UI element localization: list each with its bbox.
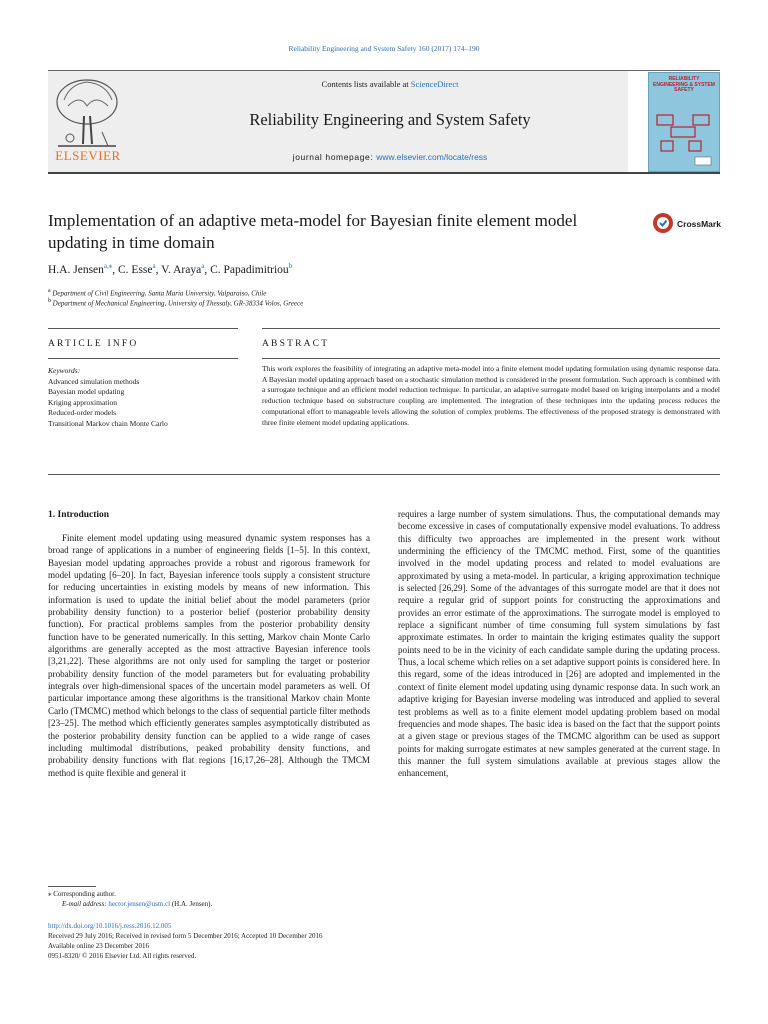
section-title: 1. Introduction: [48, 510, 110, 520]
email-suffix: (H.A. Jensen).: [170, 900, 213, 908]
article-info-heading: ARTICLE INFO: [48, 339, 139, 349]
author-sup[interactable]: b: [288, 262, 293, 270]
article-title: Implementation of an adaptive meta-model for Bayesian finite element model updating in time domain: [48, 211, 578, 252]
author-name[interactable]: C. Papadimitriou: [210, 263, 289, 276]
keyword-item: Kriging approximation: [48, 397, 117, 407]
elsevier-logo[interactable]: ELSEVIER: [55, 148, 121, 163]
contents-line: [200, 79, 580, 89]
affiliation: [48, 288, 266, 297]
crossmark-label[interactable]: CrossMark: [677, 219, 721, 229]
author-name[interactable]: H.A. Jensen: [48, 263, 104, 276]
email-label: E-mail address:: [62, 900, 109, 908]
body-column-left: [48, 532, 370, 779]
keyword-item: Bayesian model updating: [48, 387, 125, 397]
affiliation: [48, 298, 303, 307]
cover-diagram-icon: [649, 109, 719, 169]
homepage-label: journal homepage:: [292, 152, 377, 162]
contents-prefix: Contents lists available at: [321, 79, 411, 89]
header-rule: [48, 70, 720, 71]
elsevier-tree-logo-icon: [50, 76, 124, 150]
abstract-heading: ABSTRACT: [262, 339, 330, 349]
author-sup[interactable]: a,⁎: [103, 262, 113, 270]
article-info-rule: [48, 358, 238, 359]
author-sup[interactable]: a: [152, 262, 156, 270]
footnote-corresponding: ⁎ Corresponding author.: [48, 890, 116, 898]
author-name[interactable]: C. Esse: [118, 263, 153, 276]
body-column-right: [398, 508, 720, 780]
affiliation-text: Department of Civil Engineering, Santa Maria University, Valparaiso, Chile: [52, 289, 267, 298]
doi-link[interactable]: http://dx.doi.org/10.1016/j.ress.2016.12.005: [48, 922, 172, 930]
keyword-item: Reduced-order models: [48, 408, 117, 418]
keyword-item: Advanced simulation methods: [48, 376, 140, 386]
affiliation-sup: a: [48, 288, 51, 294]
footnote-email-line: [62, 900, 212, 908]
sciencedirect-link[interactable]: ScienceDirect: [410, 79, 459, 89]
crossmark-icon[interactable]: [652, 212, 674, 234]
journal-title: Reliability Engineering and System Safety: [249, 110, 531, 129]
body-paragraph: Finite element model updating using measured dynamic system responses has a broad range of applications in a number of engineering fields [1–5]. In this context, Bayesian model updating approaches provide a robust and rigorous framework for model updating [6–20]. In fact, Bayesian inference tools supply a consistent structure for reducing uncertainties in existing models by means of new information. This information is used to update the initial belief about the model parameters (prior probability density function) to a posterior belief (posterior probability density function). For practical problems samples from the posterior probability density function have to be generated numerically. In this setting, Markov chain Monte Carlo algorithms are generally accepted as the most attractive Bayesian inference tools [3,21,22]. These algorithms are not only used for sampling the target or posterior probability density function of the model parameters but for evaluating probability integrals over high-dimensional spaces of the uncertain model parameters as well. Of particular importance among these algorithms is the transitional Markov chain Monte Carlo (TMCMC) method which belongs to the class of sequential particle filter methods [23–25]. The method which efficiently generates samples asymptotically distributed as the posterior probability density function can be applied to a wide range of cases including multimodal distributions, peaked probability density functions, and probability density functions with flat regions [16,17,26–28]. Although the TMCM method is quite flexible and general it: [48, 533, 370, 778]
keyword-item: Transitional Markov chain Monte Carlo: [48, 418, 168, 428]
author-sup[interactable]: a: [201, 262, 205, 270]
abstract-rule: [262, 358, 720, 359]
footnote-rule: [48, 886, 96, 887]
abstract-text: This work explores the feasibility of integrating an adaptive meta-model into a finite element model updating formulation using dynamic response data. A Bayesian model updating approach based on a stochastic simulation method is considered in the present formulation. Such approach is combined with a surrogate technique and an efficient model reduction technique. In particular, an adaptive surrogate model based on kriging interpolants and a model reduction technique based on substructure coupling are implemented. The integration of these techniques into the updating process reduces the computational effort to manageable levels allowing the solution of complex problems. The effectiveness of the proposed strategy is demonstrated with three finite element model updating applications.: [262, 364, 720, 427]
running-head[interactable]: Reliability Engineering and System Safety 160 (2017) 174–190: [288, 44, 480, 53]
affiliation-sup: b: [48, 298, 51, 304]
homepage-link[interactable]: www.elsevier.com/locate/ress: [376, 152, 488, 162]
author-list: H.A. Jensen$^{a,⁎}$, C. Esse$^a$, V. Araya$^a$, C. Papadimitriou$^b$: [48, 262, 293, 276]
received-dates: Received 29 July 2016; Received in revised form 5 December 2016; Accepted 10 December 2016: [48, 932, 323, 940]
journal-homepage: [200, 152, 580, 162]
keywords-list: [48, 366, 228, 430]
keywords-label: Keywords:: [48, 366, 81, 375]
article-info-rule-top: [48, 328, 238, 329]
header-rule-thick: [48, 172, 720, 174]
abstract-rule-top: [262, 328, 720, 329]
journal-cover-thumbnail[interactable]: [648, 72, 720, 172]
body-paragraph: requires a large number of system simulations. Thus, the computational demands may become excessive in cases of computationally expensive model evaluations. To address this difficulty two approaches are implemented in the present work without undermining the efficiency of the TMCMC method. First, some of the quantities involved in the model updating process and related to model evaluations are approximated by using a meta-model. In particular, a kriging approximation technique is selected [26,29]. Some of the advantages of this surrogate model are that it does not require a regular grid of support points for constructing the approximations and provides an error estimate of the approximations. The surrogate model is employed to replace a significant number of time consuming full system simulations by fast approximate estimates. In order to maintain the kriging estimates quality the support points need to be in the vicinity of each candidate sample during the updating process. Thus, a local scheme which relies on a set adaptive support points is considered here. In this regard, some of the ideas introduced in [26] are adopted and implemented in the context of finite element model updating using dynamic response data. In such work an adaptive kriging for Bayesian inverse modeling was introduced and applied to several test problems as well as to a finite element model updating problem based on modal frequencies and mode shapes. The basic idea is based on the fact that the support points at a given stage or previous stages of the TMCMC algorithm can be used as support points for making surrogate estimates at new samples generated at the current stage. In this manner the full system simulations available at previous stages allow the enhancement,: [398, 509, 720, 779]
email-link[interactable]: hector.jensen@usm.cl: [108, 900, 171, 908]
available-online: Available online 23 December 2016: [48, 942, 149, 950]
copyright: 0951-8320/ © 2016 Elsevier Ltd. All rights reserved.: [48, 952, 197, 960]
front-matter-rule: [48, 474, 720, 475]
cover-title: RELIABILITY ENGINEERING & SYSTEM SAFETY: [653, 76, 715, 93]
affiliation-text: Department of Mechanical Engineering, University of Thessaly, GR-38334 Volos, Greece: [52, 299, 304, 308]
author-name[interactable]: V. Araya: [161, 263, 202, 276]
